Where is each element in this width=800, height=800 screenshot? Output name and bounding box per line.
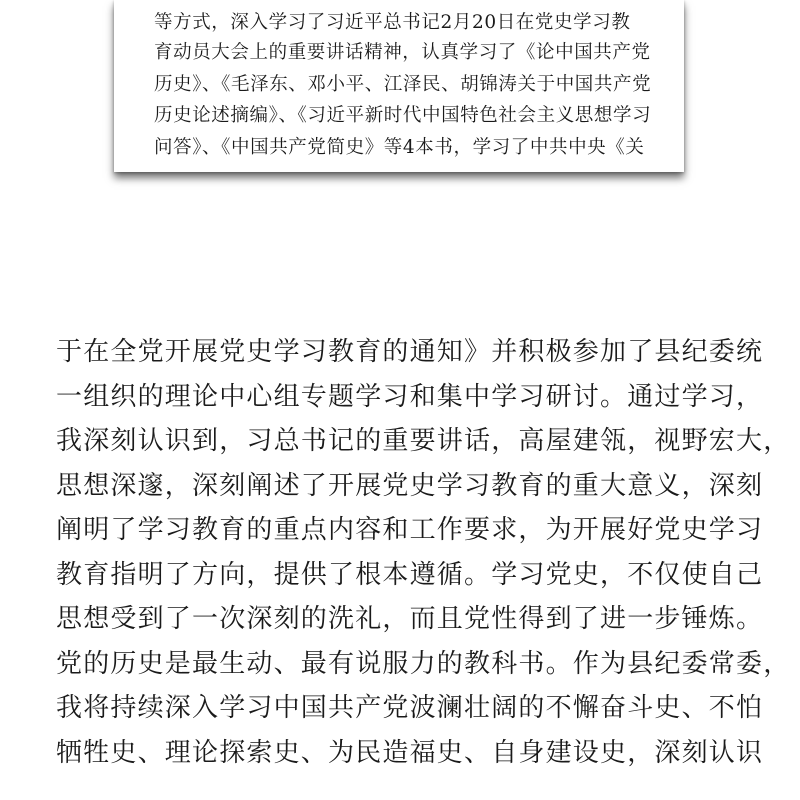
body-line: 阐明了学习教育的重点内容和工作要求，为开展好党史学习 xyxy=(56,515,764,545)
body-line: 教育指明了方向，提供了根本遵循。学习党史，不仅使自己 xyxy=(56,559,764,590)
snippet-line: 问答》、《中国共产党简史》等4本书，学习了中共中央《关 xyxy=(154,137,645,158)
snippet-line: 等方式，深入学习了习近平总书记2月20日在党史学习教 xyxy=(154,12,631,33)
snippet-line: 历史》、《毛泽东、邓小平、江泽民、胡锦涛关于中国共产党 xyxy=(154,74,652,95)
quoted-snippet-card xyxy=(114,0,684,172)
body-line: 于在全党开展党史学习教育的通知》并积极参加了县纪委统 xyxy=(56,337,764,367)
body-line: 牺牲史、理论探索史、为民造福史、自身建设史，深刻认识 xyxy=(56,737,764,768)
body-line: 我将持续深入学习中国共产党波澜壮阔的不懈奋斗史、不怕 xyxy=(56,693,764,723)
body-line: 我深刻认识到，习总书记的重要讲话，高屋建瓴，视野宏大， xyxy=(56,426,791,456)
snippet-line: 育动员大会上的重要讲话精神，认真学习了《论中国共产党 xyxy=(154,42,651,63)
body-line: 思想受到了一次深刻的洗礼，而且党性得到了进一步锤炼。 xyxy=(56,604,764,634)
body-paragraph xyxy=(56,330,791,775)
body-line: 思想深邃，深刻阐述了开展党史学习教育的重大意义，深刻 xyxy=(56,470,764,501)
body-line: 党的历史是最生动、最有说服力的教科书。作为县纪委常委， xyxy=(56,648,791,679)
body-line: 一组织的理论中心组专题学习和集中学习研讨。通过学习， xyxy=(56,381,764,412)
snippet-line: 历史论述摘编》、《习近平新时代中国特色社会主义思想学习 xyxy=(154,105,652,126)
